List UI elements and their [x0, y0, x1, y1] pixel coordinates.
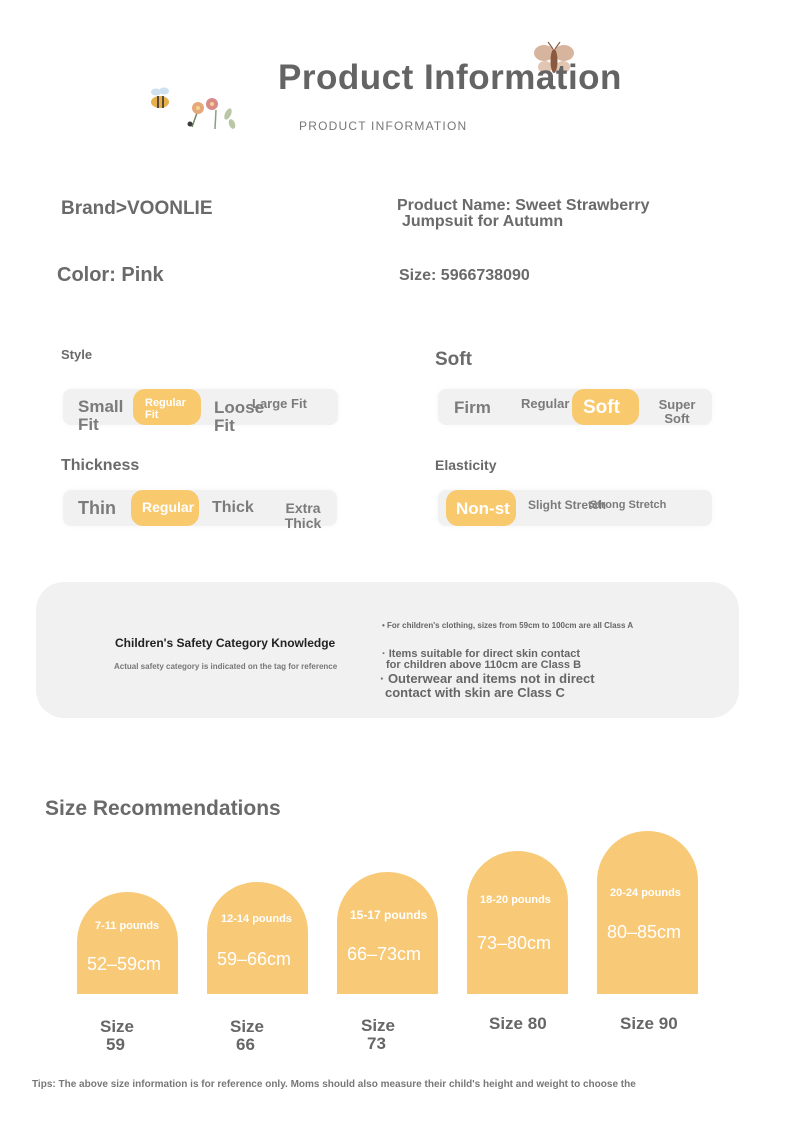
thickness-option-extra-thick[interactable]: Extra Thick	[284, 500, 322, 531]
size-text: Size: 5966738090	[399, 267, 530, 284]
size-label-80: Size 80	[489, 1014, 547, 1033]
elasticity-option-slight-stretch[interactable]: Slight Stretch	[528, 498, 607, 512]
product-name-line1: Product Name: Sweet Strawberry	[397, 197, 650, 214]
size-label-line2: 66	[236, 1034, 255, 1054]
size-card-90	[597, 831, 698, 994]
elasticity-option-non-stretch[interactable]: Non-st	[456, 499, 510, 518]
size-label-66	[230, 1018, 264, 1054]
safety-bullet-class-c-line1: · Outerwear and items not in direct	[380, 671, 595, 686]
size-card-range: 66–73cm	[347, 944, 422, 964]
size-card-weight: 7-11 pounds	[95, 920, 160, 932]
thickness-option-thin[interactable]: Thin	[78, 498, 116, 518]
safety-bullet-class-b-line1: · Items suitable for direct skin contact	[382, 648, 581, 660]
size-card-73	[337, 872, 438, 994]
soft-option-super-soft[interactable]: Super Soft	[658, 397, 696, 426]
size-label-line1: Size	[100, 1017, 135, 1036]
brand-text: Brand>VOONLIE	[61, 198, 213, 219]
safety-note: Actual safety category is indicated on the tag for reference	[114, 662, 338, 671]
header-decoration-left	[140, 82, 250, 134]
safety-bullet-class-c-line2: contact with skin are Class C	[385, 685, 565, 700]
safety-title: Children's Safety Category Knowledge	[115, 636, 336, 650]
size-card-range: 73–80cm	[477, 933, 552, 953]
flower-icon	[188, 98, 237, 130]
size-label-line1: Size	[361, 1016, 396, 1035]
size-label-90: Size 90	[620, 1014, 678, 1033]
safety-bullet-class-b-line2: for children above 110cm are Class B	[386, 659, 582, 671]
soft-option-regular[interactable]: Regular	[521, 396, 570, 411]
style-option-regular-fit[interactable]: Regular Fit	[145, 397, 186, 421]
size-card-weight: 15-17 pounds	[350, 908, 428, 922]
size-card-range: 80–85cm	[607, 922, 682, 942]
color-text: Color: Pink	[57, 264, 164, 286]
size-card-range: 52–59cm	[87, 954, 162, 974]
size-card-80	[467, 851, 568, 994]
size-card-66	[207, 882, 308, 994]
thickness-option-regular[interactable]: Regular	[142, 499, 195, 515]
size-recommendations-heading: Size Recommendations	[45, 797, 281, 820]
style-title: Style	[61, 347, 93, 362]
size-label-line2: 73	[367, 1033, 386, 1053]
thickness-title: Thickness	[61, 457, 140, 474]
size-card-range: 59–66cm	[217, 949, 292, 969]
soft-option-firm[interactable]: Firm	[454, 398, 491, 417]
product-name-line2: Jumpsuit for Autumn	[402, 213, 564, 230]
page-title: Product Information	[278, 58, 622, 97]
size-card-weight: 12-14 pounds	[221, 913, 292, 925]
thickness-option-thick[interactable]: Thick	[212, 499, 254, 516]
size-label-73	[361, 1017, 395, 1053]
size-label-line2: 59	[106, 1034, 125, 1054]
bee-icon	[151, 88, 169, 109]
size-card-weight: 20-24 pounds	[610, 887, 681, 899]
page-subtitle: PRODUCT INFORMATION	[299, 119, 468, 133]
size-card-weight: 18-20 pounds	[480, 894, 551, 906]
style-option-loose-fit[interactable]: Loose Fit	[214, 398, 265, 435]
size-card-59	[77, 892, 178, 994]
elasticity-option-strong-stretch[interactable]: Strong Stretch	[590, 499, 667, 511]
soft-title: Soft	[435, 349, 472, 370]
size-label-line1: Size	[230, 1017, 265, 1036]
style-option-large-fit[interactable]: Large Fit	[252, 396, 307, 411]
size-label-59	[100, 1018, 134, 1054]
tips-text: Tips: The above size information is for reference only. Moms should also measure their child's height and weight to choose the	[32, 1079, 636, 1090]
elasticity-title: Elasticity	[435, 457, 497, 473]
style-option-small-fit[interactable]: Small Fit	[78, 397, 124, 434]
safety-bullet-class-a: • For children's clothing, sizes from 59cm to 100cm are all Class A	[382, 621, 634, 630]
soft-option-soft[interactable]: Soft	[583, 397, 620, 418]
